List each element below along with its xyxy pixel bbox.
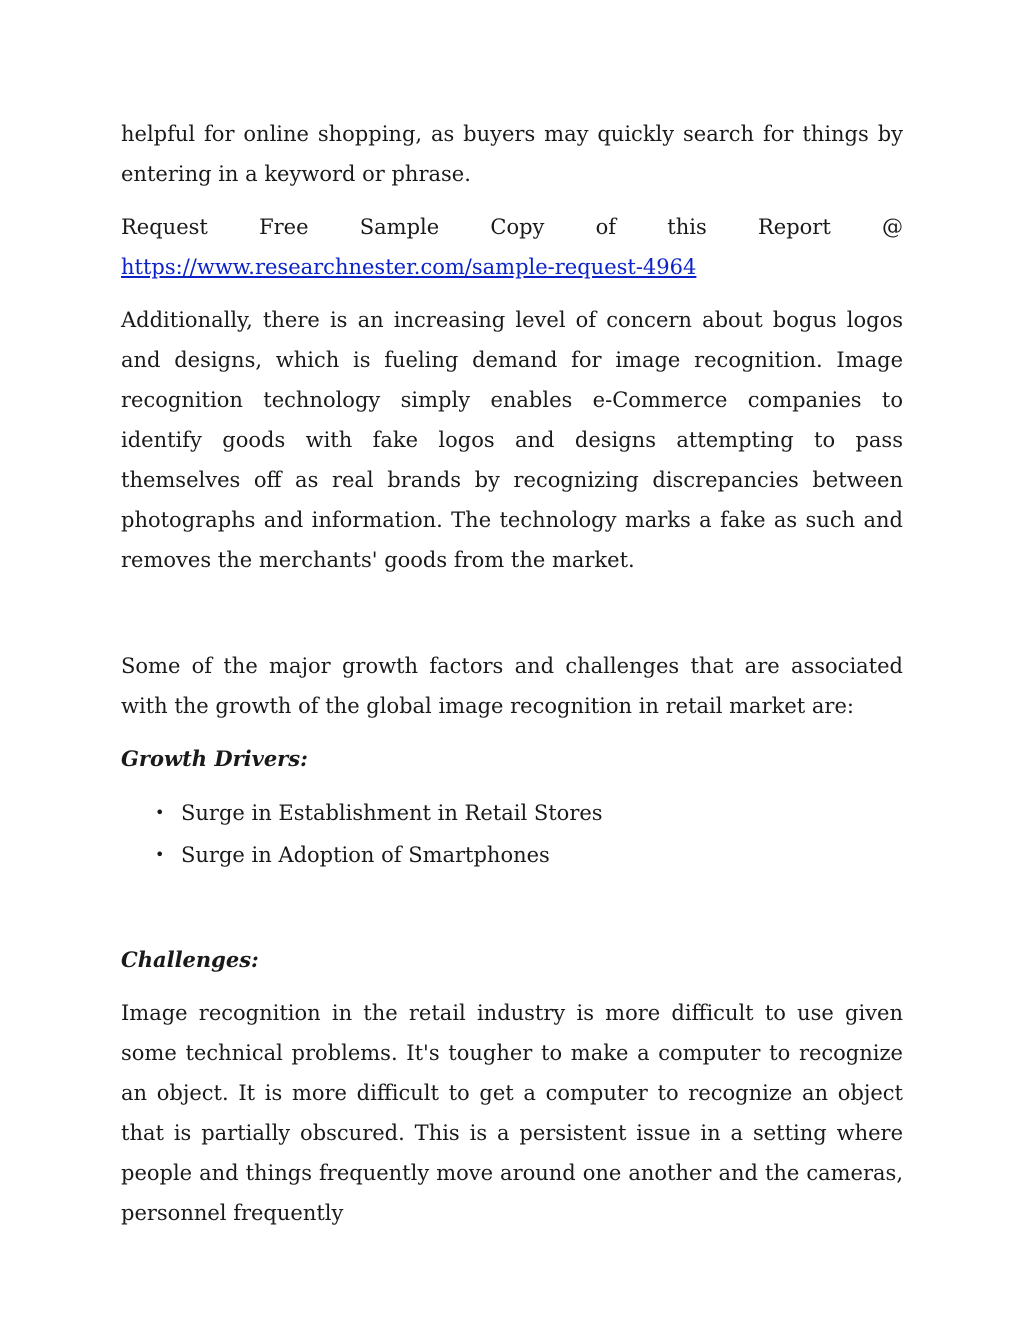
sample-request-link[interactable]: https://www.researchnester.com/sample-request-4964 [121,255,697,279]
request-sample-line: Request Free Sample Copy of this Report @ [121,215,903,239]
factors-intro-paragraph: Some of the major growth factors and challenges that are associated with the growth of the global image recognition in retail market are: [121,654,903,718]
challenges-heading: Challenges: [121,947,259,972]
list-item-label: Surge in Establishment in Retail Stores [181,801,603,825]
request-sample-link-line [121,247,903,287]
growth-drivers-heading: Growth Drivers: [121,746,308,771]
challenges-paragraph: Image recognition in the retail industry is more difficult to use given some technical problems. It's tougher to make a computer to recognize an object. It is more difficult to get a computer to recognize an object that is partially obscured. This is a persistent issue in a setting where people and things frequently move around one another and the cameras, personnel frequently [121,1001,903,1225]
list-item [121,792,903,834]
document-page [121,114,903,1233]
list-item [121,834,903,876]
bullet-icon: • [155,845,165,864]
bullet-icon: • [155,803,165,822]
list-item-label: Surge in Adoption of Smartphones [181,843,550,867]
intro-tail-paragraph: helpful for online shopping, as buyers may quickly search for things by entering in a keyword or phrase. [121,122,903,186]
growth-drivers-list [121,792,903,876]
concern-paragraph: Additionally, there is an increasing level of concern about bogus logos and designs, which is fueling demand for image recognition. Image recognition technology simply enables e-Commerce companies to identify goods with fake logos and designs attempting to pass themselves off as real brands by recognizing discrepancies between photographs and information. The technology marks a fake as such and removes the merchants' goods from the market. [121,308,903,572]
